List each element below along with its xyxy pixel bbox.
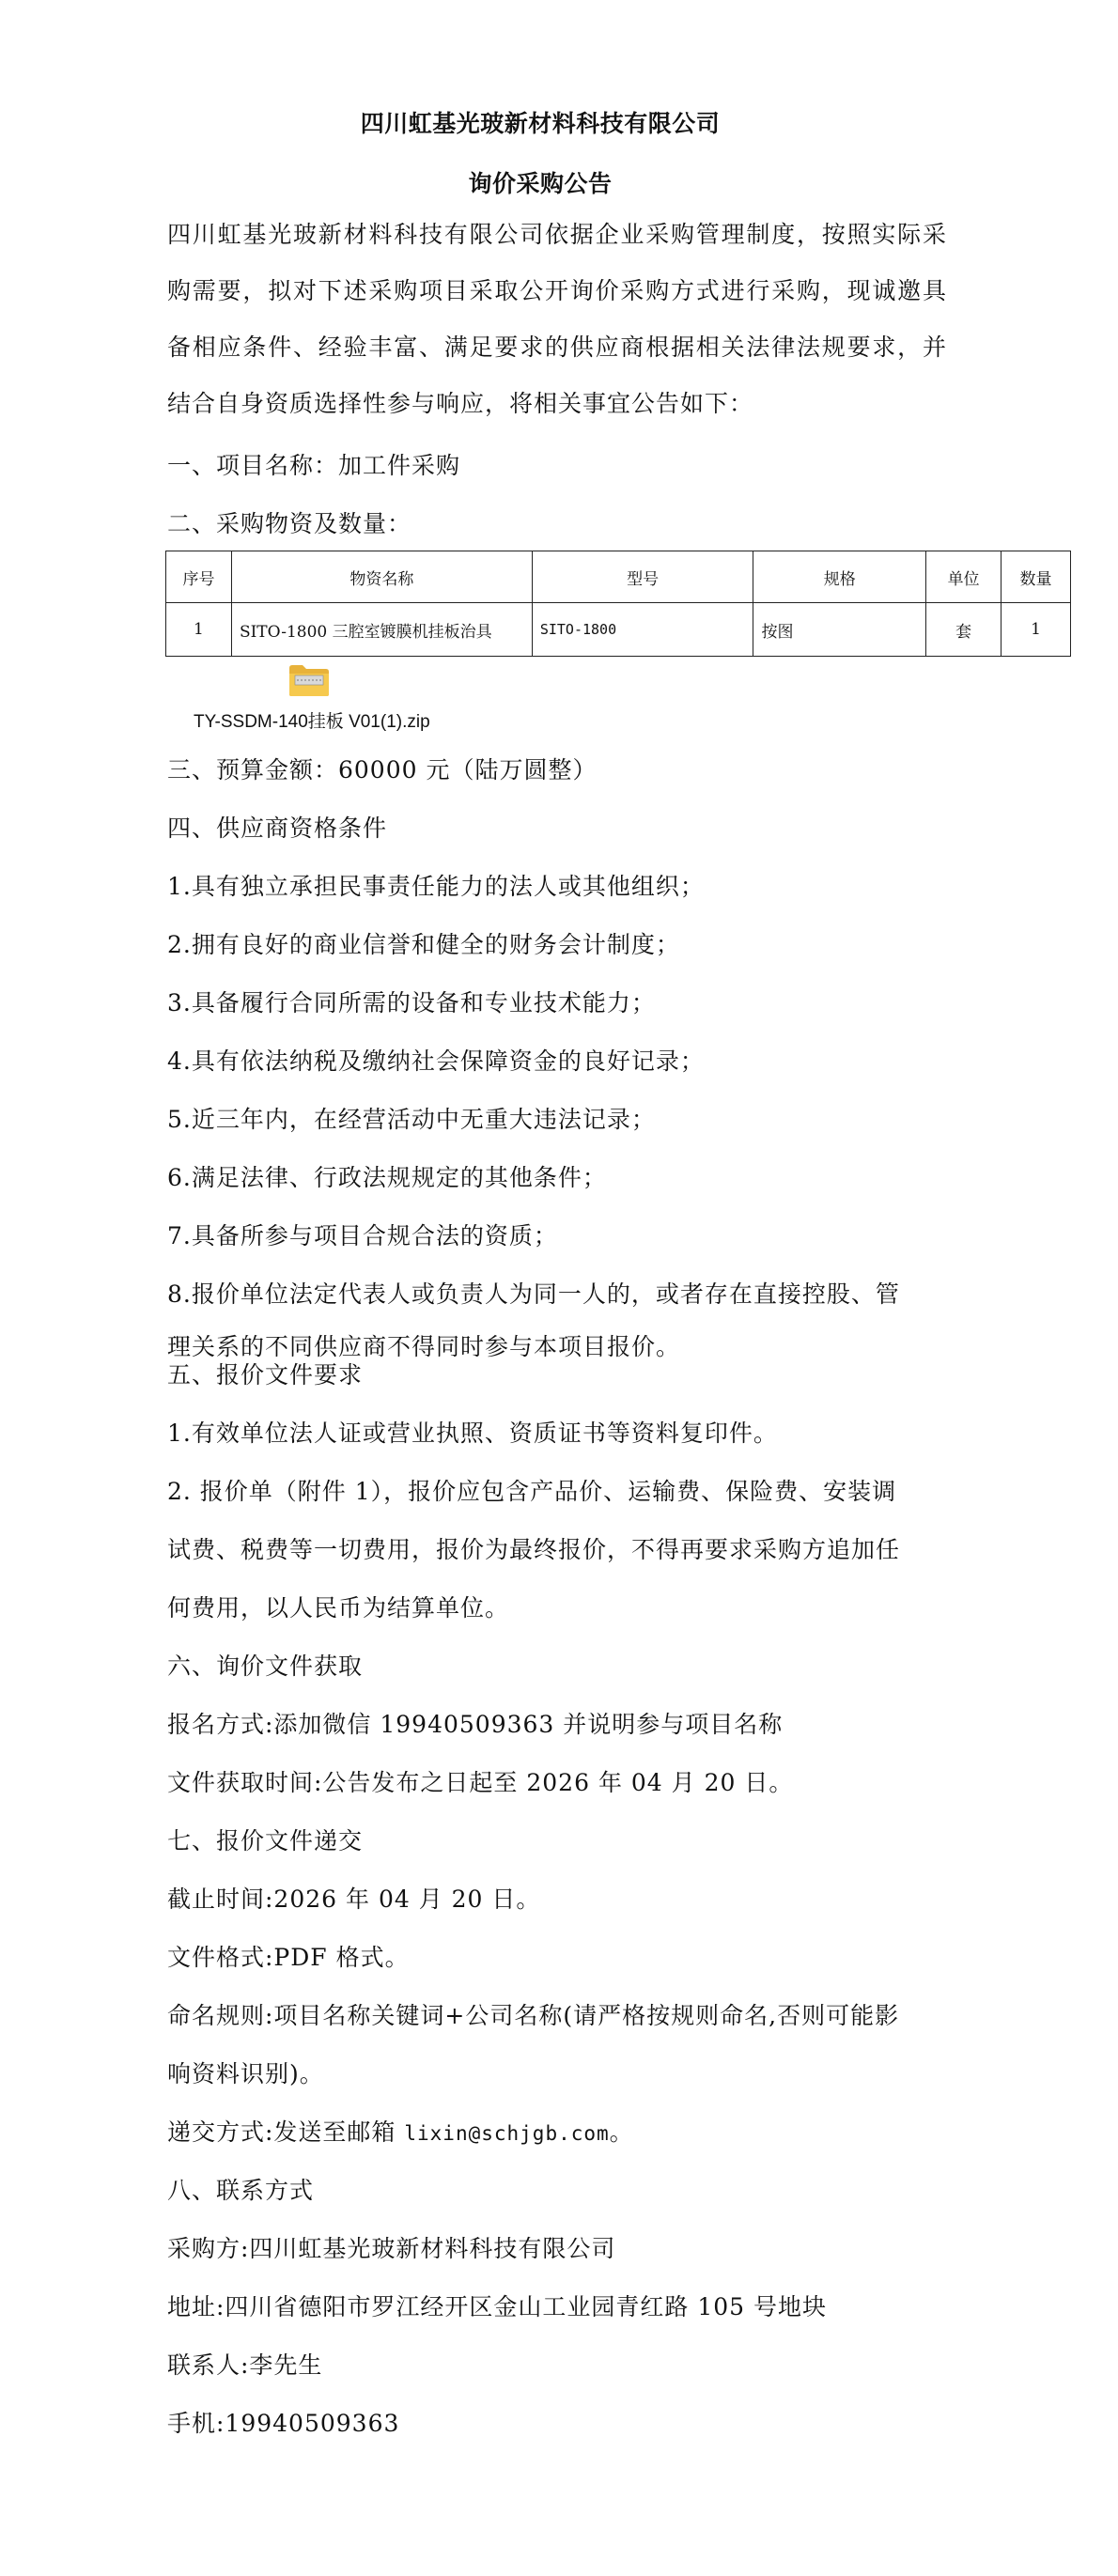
section-budget: 三、预算金额：60000 元（陆万圆整）	[167, 756, 598, 784]
folder-zip-icon	[287, 662, 331, 698]
notice-title: 询价采购公告	[468, 170, 613, 197]
table-header-cell: 型号	[532, 551, 753, 603]
table-header-cell: 规格	[753, 551, 926, 603]
qualification-item: 7.具备所参与项目合规合法的资质；	[167, 1222, 558, 1249]
attachment-filename: TY-SSDM-140挂板 V01(1).zip	[194, 712, 430, 732]
section-requirements: 五、报价文件要求	[167, 1361, 364, 1389]
acquisition-item: 文件获取时间:公告发布之日起至 2026 年 04 月 20 日。	[167, 1769, 794, 1796]
company-title: 四川虹基光玻新材料科技有限公司	[360, 110, 721, 137]
qualification-item: 3.具备履行合同所需的设备和专业技术能力；	[167, 989, 656, 1016]
table-row	[166, 603, 1071, 657]
section-submission: 七、报价文件递交	[167, 1827, 364, 1854]
submission-naming: 命名规则:项目名称关键词+公司名称(请严格按规则命名,否则可能影	[167, 2002, 900, 2029]
requirement-item: 试费、税费等一切费用，报价为最终报价，不得再要求采购方追加任	[167, 1536, 901, 1563]
intro-paragraph: 四川虹基光玻新材料科技有限公司依据企业采购管理制度，按照实际采购需要，拟对下述采购项目采取公开询价采购方式进行采购，现诚邀具备相应条件、经验丰富、满足要求的供应商根据相关法律法规要求，并结合自身资质选择性参与响应，将相关事宜公告如下：	[167, 221, 947, 417]
qualification-item: 2.拥有良好的商业信誉和健全的财务会计制度；	[167, 931, 680, 958]
table-cell: SITO-1800	[532, 603, 753, 657]
qualification-item: 4.具有依法纳税及缴纳社会保障资金的良好记录；	[167, 1047, 705, 1075]
table-cell: 按图	[753, 603, 926, 657]
qualification-item: 6.满足法律、行政法规规定的其他条件；	[167, 1164, 607, 1191]
acquisition-item: 报名方式:添加微信 19940509363 并说明参与项目名称	[167, 1711, 784, 1738]
materials-table	[165, 551, 1071, 657]
requirement-item: 何费用，以人民币为结算单位。	[167, 1594, 510, 1622]
table-header-cell: 序号	[166, 551, 232, 603]
table-header-cell: 数量	[1002, 551, 1071, 603]
submission-deadline: 截止时间:2026 年 04 月 20 日。	[167, 1885, 541, 1913]
contact-phone: 手机:19940509363	[167, 2410, 400, 2437]
section-acquisition: 六、询价文件获取	[167, 1653, 364, 1680]
submission-method-end: 。	[609, 2118, 634, 2146]
section-materials: 二、采购物资及数量：	[167, 510, 412, 537]
attachment-file[interactable]	[194, 662, 447, 737]
section-contact: 八、联系方式	[167, 2177, 315, 2204]
submission-format: 文件格式:PDF 格式。	[167, 1944, 410, 1971]
submission-naming-cont: 响资料识别)。	[167, 2060, 324, 2087]
qualification-item: 8.报价单位法定代表人或负责人为同一人的，或者存在直接控股、管	[167, 1280, 900, 1308]
submission-method	[167, 2114, 634, 2148]
table-header-row	[166, 551, 1071, 603]
submission-method-label: 递交方式:发送至邮箱	[167, 2118, 405, 2146]
table-cell: 1	[166, 603, 232, 657]
qualification-item: 5.近三年内，在经营活动中无重大违法记录；	[167, 1106, 656, 1133]
qualification-item: 理关系的不同供应商不得同时参与本项目报价。	[167, 1333, 681, 1360]
contact-purchaser: 采购方:四川虹基光玻新材料科技有限公司	[167, 2235, 616, 2262]
contact-person: 联系人:李先生	[167, 2351, 323, 2379]
qualification-item: 1.具有独立承担民事责任能力的法人或其他组织；	[167, 873, 705, 900]
submission-email-link[interactable]: lixin@schjgb.com	[404, 2122, 610, 2145]
contact-address: 地址:四川省德阳市罗江经开区金山工业园青红路 105 号地块	[167, 2293, 828, 2320]
table-header-cell: 单位	[926, 551, 1002, 603]
requirement-item: 2. 报价单（附件 1），报价应包含产品价、运输费、保险费、安装调	[167, 1478, 897, 1505]
section-qualifications: 四、供应商资格条件	[167, 815, 388, 842]
requirement-item: 1.有效单位法人证或营业执照、资质证书等资料复印件。	[167, 1420, 778, 1447]
table-header-cell: 物资名称	[231, 551, 532, 603]
table-cell: 套	[926, 603, 1002, 657]
table-cell: SITO-1800 三腔室镀膜机挂板治具	[231, 603, 532, 657]
section-project-name: 一、项目名称：加工件采购	[167, 452, 461, 479]
table-cell: 1	[1002, 603, 1071, 657]
